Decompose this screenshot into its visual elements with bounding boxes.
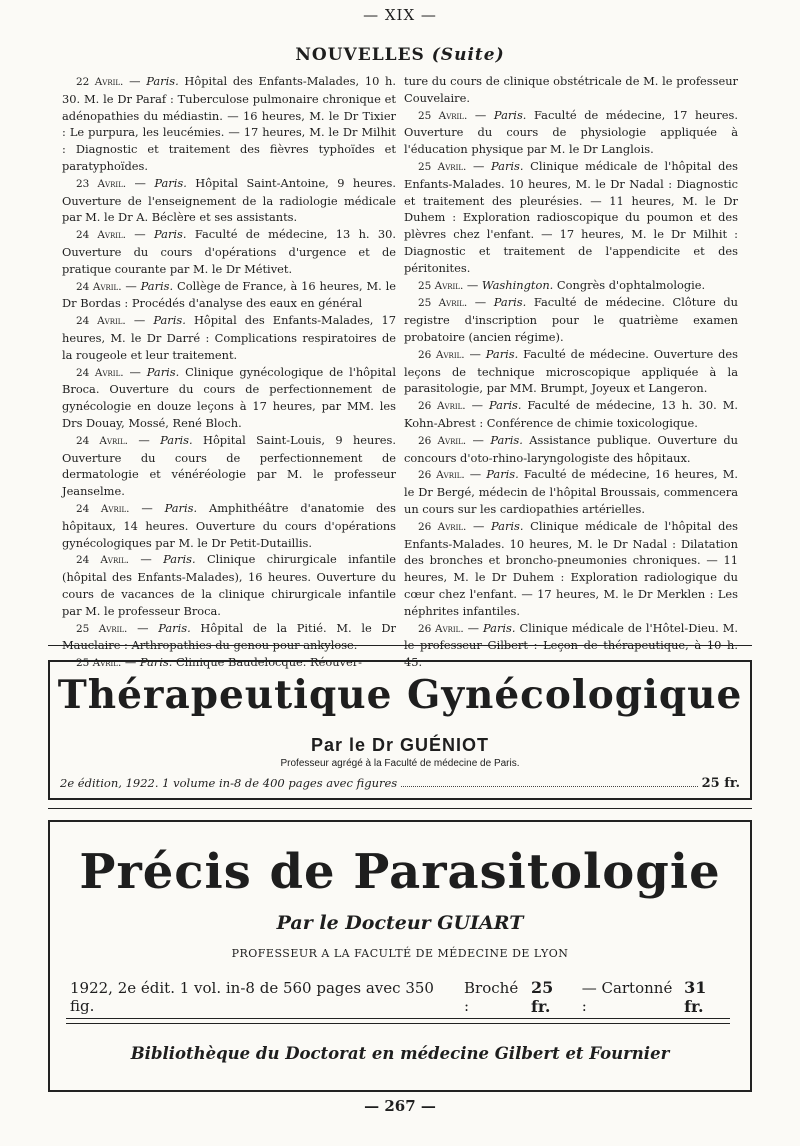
news-entry: 24 Avril. — Paris. Hôpital Saint-Louis, 9 heures. Ouverture du cours de perfectionnement de dermatologie et vénéréologie par M. le professeur Jeanselme. bbox=[62, 432, 397, 499]
news-text: Faculté de médecine, 17 heures. Ouverture du cours de physiologie appliquée à l'éducation physique par M. le Dr Langlois. bbox=[404, 107, 739, 157]
news-date: 24 Avril. bbox=[76, 554, 130, 567]
section-heading bbox=[0, 45, 800, 65]
news-text: Faculté de médecine, 13 h. 30. Ouverture du cours d'opérations d'urgence et de pratique courante par M. le Dr Métivet. bbox=[62, 227, 396, 276]
cartonne-price: 31 fr. bbox=[684, 978, 707, 1016]
news-date: 25 Avril. bbox=[418, 160, 467, 173]
news-entry: 24 Avril. — Paris. Clinique gynécologique de l'hôpital Broca. Ouverture du cours de perfectionnement de gynécologie en douze leçons à 17 heures, par MM. les Drs Douay, Mossé, René Bloch. bbox=[62, 364, 396, 430]
news-text: Clinique médicale de l'hôpital des Enfants-Malades. 10 heures, M. le Dr Nadal : Diagnostic et traitement des pleurésies. — 11 heures, M. le Dr Duhem : Exploration radioscopique du poumon et des plèvres chez l'enfant. — 17 heures, M. le Dr Milhit : Diagnostic et traitement de l'appendicite et des péritonites. bbox=[404, 158, 738, 275]
advert-edition: 1922, 2e édit. 1 vol. in-8 de 560 pages avec 350 fig. bbox=[70, 979, 434, 1015]
news-text: Faculté de médecine. Ouverture des leçons de technique microscopique appliquée à la parasitologie, par MM. Brumpt, Joyeux et Langeron. bbox=[404, 346, 738, 396]
news-date: 24 Avril. bbox=[76, 434, 129, 447]
broche-label: Broché : bbox=[464, 979, 519, 1015]
news-date: 22 Avril. bbox=[76, 76, 124, 88]
news-date: 25 Avril. bbox=[76, 657, 122, 670]
news-date: 25 Avril. bbox=[418, 109, 468, 122]
news-place: Paris. bbox=[154, 175, 187, 190]
news-date: 24 Avril. bbox=[76, 366, 124, 379]
news-entry: 24 Avril. — Paris. Faculté de médecine, 13 h. 30. Ouverture du cours d'opérations d'urgence et de pratique courante par M. le Dr Métivet. bbox=[62, 227, 396, 276]
news-date: 25 Avril. bbox=[418, 297, 468, 310]
news-entry: 24 Avril. — Paris. Hôpital des Enfants-Malades, 17 heures, M. le Dr Darré : Complications respiratoires de la rougeole et leur traitement. bbox=[62, 313, 397, 362]
news-text: Hôpital Saint-Antoine, 9 heures. Ouverture de l'enseignement de la radiologie médicale par M. le Dr A. Béclère et ses assistants. bbox=[62, 175, 396, 225]
broche-price: 25 fr. bbox=[531, 978, 554, 1016]
double-rule bbox=[66, 1018, 730, 1024]
advert-affiliation: Professeur agrégé à la Faculté de médecine de Paris. bbox=[280, 758, 520, 769]
news-date: 25 Avril. bbox=[76, 622, 128, 635]
news-date: 25 Avril. bbox=[418, 279, 464, 292]
news-text: Amphithéâtre d'anatomie des hôpitaux, 14 heures. Ouverture du cours d'opérations gynécologiques par M. le Dr Petit-Dutaillis. bbox=[62, 500, 397, 550]
news-place: Paris. bbox=[146, 74, 179, 88]
news-place: Paris. bbox=[488, 398, 522, 413]
advert-series: Bibliothèque du Doctorat en médecine Gilbert et Fournier bbox=[130, 1044, 670, 1063]
news-column-right bbox=[404, 73, 738, 671]
advert-therapeutique bbox=[48, 660, 752, 800]
news-text: Clinique Baudelocque. Réouver- bbox=[176, 655, 363, 670]
news-place: Paris. bbox=[491, 518, 524, 533]
advert-edition-line bbox=[70, 978, 730, 1016]
advert-author: Par le Docteur GUIART bbox=[276, 912, 524, 934]
news-place: Paris. bbox=[485, 346, 519, 361]
news-date: 26 Avril. bbox=[418, 520, 467, 533]
advert-title: Précis de Parasitologie bbox=[79, 844, 721, 900]
news-entry: 25 Avril. — Paris. Hôpital de la Pitié. M. le Dr Mauclaire : Arthropathies du genou pour ankylose. bbox=[62, 620, 396, 653]
news-entry-continuation: ture du cours de clinique obstétricale de M. le professeur Couvelaire. bbox=[404, 74, 738, 105]
advert-author: Par le Dr GUÉNIOT bbox=[310, 735, 490, 755]
news-place: Paris. bbox=[160, 432, 193, 447]
news-place: Paris. bbox=[146, 364, 180, 379]
news-entry: 22 Avril. — Paris. Hôpital des Enfants-Malades, 10 h. 30. M. le Dr Paraf : Tuberculose pulmonaire chronique et adénopathies du médiastin. — 16 heures, M. le Dr Tixier : Le purpura, les leucémies. — 17 heures, M. le Dr Milhit : Diagnostic et traitement des fièvres typhoïdes et paratyphoïdes. bbox=[62, 74, 396, 173]
roman-page-number: — XIX — bbox=[363, 6, 437, 24]
news-text: Faculté de médecine. Clôture du registre d'inscription pour le quatrième examen probatoire (ancien régime). bbox=[404, 295, 738, 344]
news-place: Washington. bbox=[481, 277, 554, 292]
news-entry: 25 Avril. — Paris. Clinique médicale de l'hôpital des Enfants-Malades. 10 heures, M. le Dr Nadal : Diagnostic et traitement des pleurésies. — 11 heures, M. le Dr Duhem : Exploration radioscopique du poumon et des plèvres chez l'enfant. — 17 heures, M. le Dr Milhit : Diagnostic et traitement de l'appendicite et des péritonites. bbox=[404, 158, 738, 275]
news-date: 24 Avril. bbox=[76, 280, 122, 293]
news-place: Paris. bbox=[154, 227, 187, 242]
news-text: Clinique médicale de l'Hôtel-Dieu. M. le professeur Gilbert : Leçon de thérapeutique, à 10 h. 45. bbox=[404, 620, 739, 670]
advert-price: 25 fr. bbox=[701, 776, 740, 791]
news-place: Paris. bbox=[153, 313, 186, 328]
news-text: Hôpital de la Pitié. M. le Dr Mauclaire : Arthropathies du genou pour ankylose. bbox=[62, 620, 396, 653]
news-place: Paris. bbox=[491, 158, 524, 173]
news-place: Paris. bbox=[483, 620, 516, 635]
news-date: 24 Avril. bbox=[76, 229, 126, 242]
news-place: Paris. bbox=[140, 278, 174, 293]
news-entry: 26 Avril. — Paris. Faculté de médecine, 13 h. 30. M. Kohn-Abrest : Conférence de chimie toxicologique. bbox=[404, 398, 738, 430]
news-place: Paris. bbox=[164, 500, 198, 515]
news-date: 26 Avril. bbox=[418, 434, 467, 447]
news-text: Hôpital Saint-Louis, 9 heures. Ouverture du cours de perfectionnement de dermatologie et vénéréologie par M. le professeur Jeanselme. bbox=[62, 432, 397, 499]
news-place: Paris. bbox=[493, 295, 527, 310]
news-text: Hôpital des Enfants-Malades, 17 heures, M. le Dr Darré : Complications respiratoires de la rougeole et leur traitement. bbox=[62, 313, 397, 362]
news-entry: 24 Avril. — Paris. Clinique chirurgicale infantile (hôpital des Enfants-Malades), 16 heures. Ouverture du cours de vacances de la clinique chirurgicale infantile par M. le professeur Broca. bbox=[62, 552, 397, 618]
news-entry: 24 Avril. — Paris. Amphithéâtre d'anatomie des hôpitaux, 14 heures. Ouverture du cours d'opérations gynécologiques par M. le Dr Petit-Dutaillis. bbox=[62, 500, 397, 550]
news-text: Faculté de médecine, 16 heures, M. le Dr Bergé, médecin de l'hôpital Broussais, commencera un cours sur les cardiopathies artérielles. bbox=[404, 467, 738, 516]
news-date: 24 Avril. bbox=[76, 315, 126, 328]
news-place: Paris. bbox=[490, 432, 523, 447]
news-text: Clinique gynécologique de l'hôpital Broca. Ouverture du cours de perfectionnement de gynécologie en douze leçons à 17 heures, par MM. les Drs Douay, Mossé, René Bloch. bbox=[62, 364, 396, 430]
news-text: Faculté de médecine, 13 h. 30. M. Kohn-Abrest : Conférence de chimie toxicologique. bbox=[404, 398, 738, 430]
news-text: Assistance publique. Ouverture du concours d'oto-rhino-laryngologiste des hôpitaux. bbox=[404, 432, 739, 465]
section-suffix: (Suite) bbox=[431, 45, 505, 65]
advert-parasitologie bbox=[48, 820, 752, 1092]
news-entry: 26 Avril. — Paris. Assistance publique. Ouverture du concours d'oto-rhino-laryngologiste des hôpitaux. bbox=[404, 432, 739, 465]
news-text: Clinique chirurgicale infantile (hôpital des Enfants-Malades), 16 heures. Ouverture du cours de vacances de la clinique chirurgicale infantile par M. le professeur Broca. bbox=[62, 552, 397, 618]
news-entry: 26 Avril. — Paris. Clinique médicale de l'Hôtel-Dieu. M. le professeur Gilbert : Leçon de thérapeutique, à 10 h. 45. bbox=[404, 620, 739, 670]
news-entry: 24 Avril. — Paris. Collège de France, à 16 heures, M. le Dr Bordas : Procédés d'analyse des eaux en général bbox=[62, 278, 396, 311]
news-entry: 26 Avril. — Paris. Faculté de médecine. Ouverture des leçons de technique microscopique appliquée à la parasitologie, par MM. Brumpt, Joyeux et Langeron. bbox=[404, 346, 738, 396]
news-date: 26 Avril. bbox=[418, 400, 466, 413]
news-date: 26 Avril. bbox=[418, 622, 464, 635]
section-title: NOUVELLES bbox=[295, 45, 425, 65]
news-entry: 25 Avril. — Paris. Faculté de médecine. Clôture du registre d'inscription pour le quatrième examen probatoire (ancien régime). bbox=[404, 295, 738, 344]
news-text: Collège de France, à 16 heures, M. le Dr Bordas : Procédés d'analyse des eaux en général bbox=[62, 278, 396, 311]
news-entry: 25 Avril. — Paris. Faculté de médecine, 17 heures. Ouverture du cours de physiologie appliquée à l'éducation physique par M. le Dr Langlois. bbox=[404, 107, 739, 157]
news-place: Paris. bbox=[493, 107, 527, 122]
news-date: 26 Avril. bbox=[418, 469, 465, 482]
divider-rule bbox=[48, 808, 752, 809]
news-text: Congrès d'ophtalmologie. bbox=[556, 277, 706, 292]
page-number: — 267 — bbox=[364, 1097, 436, 1115]
advert-edition: 2e édition, 1922. 1 volume in-8 de 400 pages avec figures bbox=[60, 776, 398, 790]
news-text: Clinique médicale de l'hôpital des Enfants-Malades. 10 heures, M. le Dr Nadal : Dilatation des bronches et broncho-pneumonies chroniques. — 11 heures, M. le Dr Duhem : Exploration radiologique du cœur chez l'enfant. — 17 heures, M. le Dr Merklen : Les néphrites infantiles. bbox=[404, 518, 738, 618]
advert-edition-line bbox=[60, 776, 740, 791]
news-date: 26 Avril. bbox=[418, 348, 465, 361]
advert-affiliation: PROFESSEUR A LA FACULTÉ DE MÉDECINE DE LYON bbox=[231, 947, 569, 960]
news-place: Paris. bbox=[158, 620, 191, 635]
news-place: Paris. bbox=[139, 655, 173, 670]
news-place: Paris. bbox=[486, 467, 519, 482]
leader-dots bbox=[401, 778, 697, 787]
news-entry: 25 Avril. — Paris. Clinique Baudelocque. Réouver- bbox=[76, 655, 363, 670]
news-entry: 25 Avril. — Washington. Congrès d'ophtalmologie. bbox=[418, 277, 706, 292]
advert-title: Thérapeutique Gynécologique bbox=[57, 672, 743, 718]
news-date: 23 Avril. bbox=[76, 177, 127, 190]
news-place: Paris. bbox=[163, 552, 196, 567]
cartonne-label: — Cartonné : bbox=[581, 979, 673, 1015]
news-entry: 26 Avril. — Paris. Faculté de médecine, 16 heures, M. le Dr Bergé, médecin de l'hôpital Broussais, commencera un cours sur les cardiopathies artérielles. bbox=[404, 467, 738, 516]
news-date: 24 Avril. bbox=[76, 502, 130, 515]
news-entry: 26 Avril. — Paris. Clinique médicale de l'hôpital des Enfants-Malades. 10 heures, M. le Dr Nadal : Dilatation des bronches et broncho-pneumonies chroniques. — 11 heures, M. le Dr Duhem : Exploration radiologique du cœur chez l'enfant. — 17 heures, M. le Dr Merklen : Les néphrites infantiles. bbox=[404, 518, 738, 618]
news-entry: 23 Avril. — Paris. Hôpital Saint-Antoine, 9 heures. Ouverture de l'enseignement de la radiologie médicale par M. le Dr A. Béclère et ses assistants. bbox=[62, 175, 396, 225]
news-text: Hôpital des Enfants-Malades, 10 h. 30. M. le Dr Paraf : Tuberculose pulmonaire chronique et adénopathies du médiastin. — 16 heures, M. le Dr Tixier : Le purpura, les leucémies. — 17 heures, M. le Dr Milhit : Diagnostic et traitement des fièvres typhoïdes et paratyphoïdes. bbox=[62, 74, 396, 173]
divider-rule bbox=[48, 645, 752, 646]
news-column-left bbox=[62, 73, 396, 672]
